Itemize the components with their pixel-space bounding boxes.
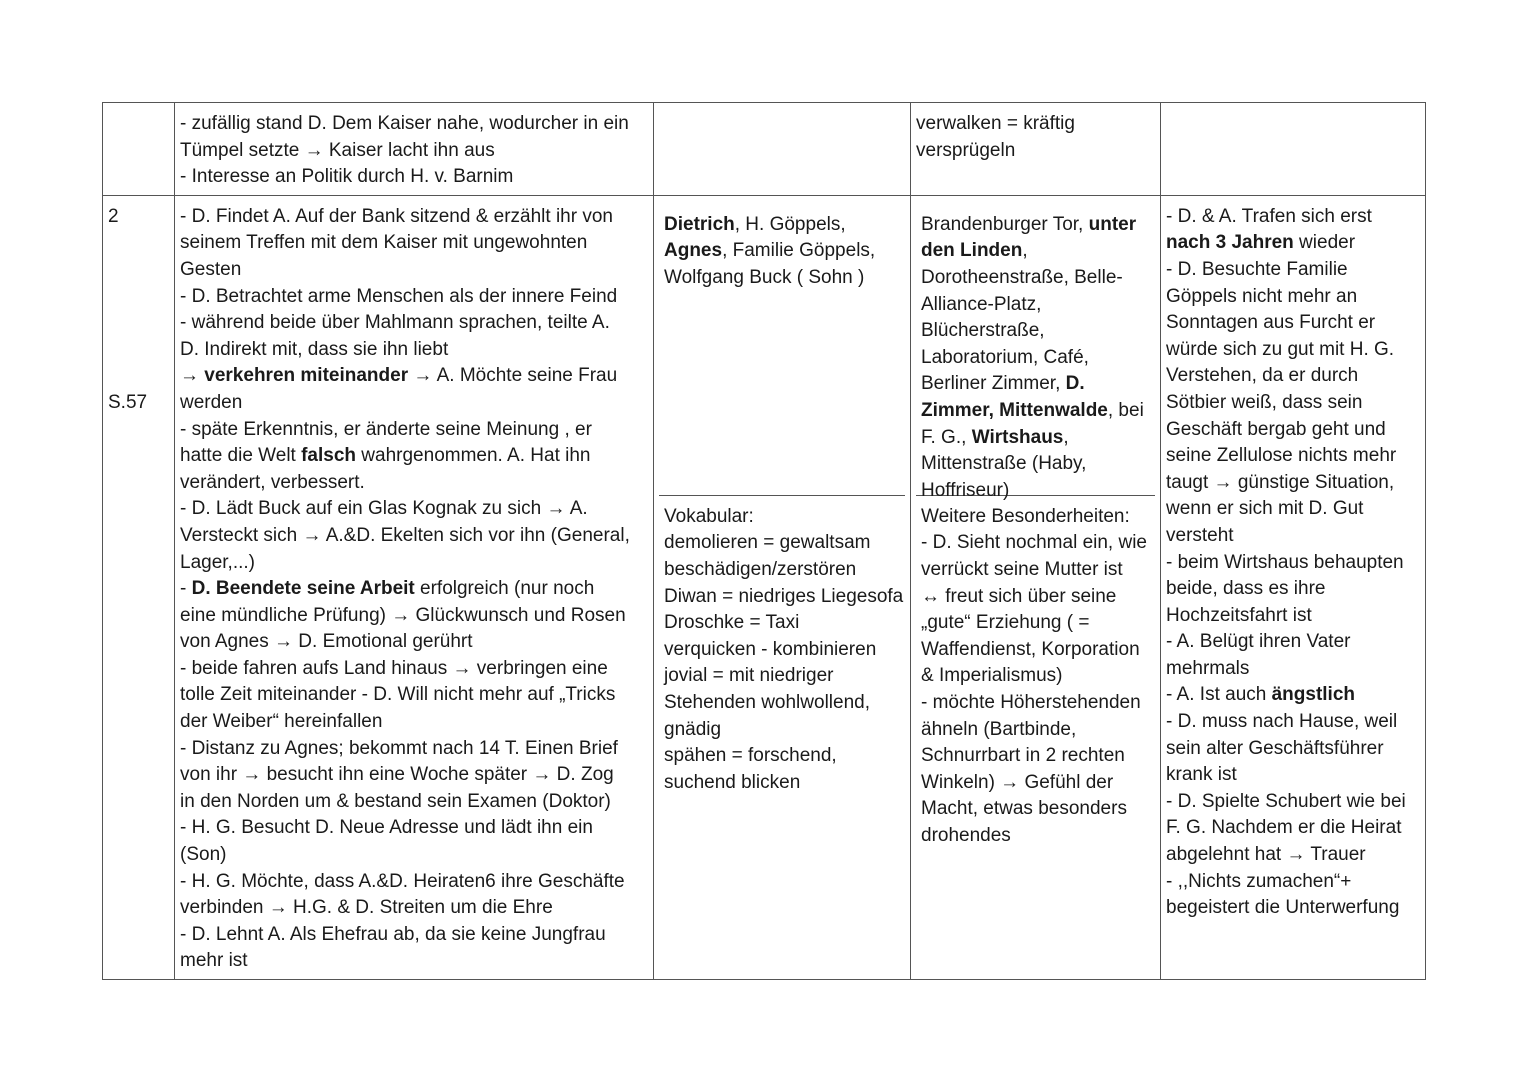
place-text: , bei xyxy=(1107,399,1144,421)
persons-line xyxy=(664,238,900,265)
note-line: taugt → günstige Situation, xyxy=(1166,471,1395,493)
place-text: Berliner Zimmer, xyxy=(921,373,1066,395)
notes-cell xyxy=(1161,195,1426,979)
special-line: versprügeln xyxy=(916,139,1016,161)
special-line: Winkeln) → Gefühl der xyxy=(921,771,1114,793)
place-line: Mittenstraße (Haby, xyxy=(921,453,1087,475)
place-line xyxy=(921,398,1150,425)
note-line: Sonntagen aus Furcht er xyxy=(1166,312,1376,334)
special-line: verrückt seine Mutter ist xyxy=(921,558,1123,580)
place-line xyxy=(921,238,1150,265)
note-line: - D. & A. Trafen sich erst xyxy=(1166,205,1372,227)
place-line: Hoffriseur) xyxy=(921,479,1010,501)
place-text: Brandenburger Tor, xyxy=(921,213,1089,235)
persons-vocab-cell xyxy=(654,195,911,979)
content-line: verbinden → H.G. & D. Streiten um die Ehre xyxy=(180,897,553,919)
content-line: - D. Beendete seine Arbeit erfolgreich (nur noch xyxy=(180,578,595,600)
content-cell xyxy=(175,103,654,196)
note-line: Hochzeitsfahrt ist xyxy=(1166,604,1312,626)
note-line: abgelehnt hat → Trauer xyxy=(1166,844,1366,866)
note-text: nach 3 Jahren xyxy=(1166,232,1294,254)
content-line: eine mündliche Prüfung) → Glückwunsch und Rosen xyxy=(180,604,626,626)
special-line: - möchte Höherstehenden xyxy=(921,691,1141,713)
special-line: drohendes xyxy=(921,824,1011,846)
note-line: - D. Besuchte Familie xyxy=(1166,258,1348,280)
note-line: Geschäft bergab geht und xyxy=(1166,418,1386,440)
content-line: von ihr → besucht ihn eine Woche später → D. Zog xyxy=(180,764,614,786)
place-text: , xyxy=(1063,426,1069,448)
vocab-line: gnädig xyxy=(664,718,722,740)
special-line: verwalken = kräftig xyxy=(916,113,1075,134)
special-line: - D. Sieht nochmal ein, wie xyxy=(921,532,1147,554)
content-line: - D. Findet A. Auf der Bank sitzend & erzählt ihr von xyxy=(180,205,613,227)
content-line: seinem Treffen mit dem Kaiser mit ungewohnten xyxy=(180,232,588,254)
table-row xyxy=(103,103,1426,196)
vocab-line: verquicken - kombinieren xyxy=(664,638,877,660)
place-text: , xyxy=(1022,240,1028,262)
content-line: - H. G. Möchte, dass A.&D. Heiraten6 ihre Geschäfte xyxy=(180,870,625,892)
note-line: sein alter Geschäftsführer xyxy=(1166,737,1384,759)
note-line: Göppels nicht mehr an xyxy=(1166,285,1358,307)
place-text: Zimmer, Mittenwalde xyxy=(921,399,1108,421)
place-line: Blücherstraße, xyxy=(921,320,1045,342)
person-name: Dietrich xyxy=(664,213,735,235)
persons-cell xyxy=(654,103,911,196)
content-line: (Son) xyxy=(180,844,227,866)
content-line: - Distanz zu Agnes; bekommt nach 14 T. Einen Brief xyxy=(180,737,618,759)
special-line: Macht, etwas besonders xyxy=(921,798,1127,820)
note-line xyxy=(1166,682,1420,709)
content-line: - beide fahren aufs Land hinaus → verbringen eine xyxy=(180,657,608,679)
content-cell xyxy=(175,195,654,979)
persons-line: Wolfgang Buck ( Sohn ) xyxy=(664,266,865,288)
content-line: - D. Lehnt A. Als Ehefrau ab, da sie keine Jungfrau xyxy=(180,923,606,945)
special-line: „gute“ Erziehung ( = xyxy=(921,612,1090,634)
special-cell xyxy=(911,103,1161,196)
chapter-cell xyxy=(103,103,175,196)
note-line: Sötbier weiß, dass sein xyxy=(1166,391,1363,413)
content-line: D. Indirekt mit, dass sie ihn liebt xyxy=(180,338,449,360)
persons-text: , H. Göppels, xyxy=(734,213,846,235)
content-line: - während beide über Mahlmann sprachen, teilte A. xyxy=(180,312,610,334)
chapter-cell xyxy=(103,195,175,979)
content-line: tolle Zeit miteinander - D. Will nicht mehr auf „Tricks xyxy=(180,684,616,706)
note-line: Verstehen, da er durch xyxy=(1166,365,1359,387)
vocab-line: demolieren = gewaltsam xyxy=(664,532,871,554)
page-reference: S.57 xyxy=(108,392,148,414)
note-line: - ,,Nichts zumachen“+ xyxy=(1166,870,1352,892)
persons-line xyxy=(664,212,900,239)
notes-cell xyxy=(1161,103,1426,196)
content-line: - zufällig stand D. Dem Kaiser nahe, wodurcher in ein xyxy=(180,113,629,134)
vocab-line: Droschke = Taxi xyxy=(664,612,800,634)
place-line: Laboratorium, Café, xyxy=(921,346,1089,368)
special-line: Weitere Besonderheiten: xyxy=(921,505,1130,527)
content-line: → verkehren miteinander → A. Möchte seine Frau xyxy=(180,365,618,387)
vocab-line: jovial = mit niedriger xyxy=(664,665,834,687)
content-line: mehr ist xyxy=(180,950,248,972)
place-text: F. G., xyxy=(921,426,972,448)
note-line: beide, dass es ihre xyxy=(1166,578,1326,600)
content-line: - D. Lädt Buck auf ein Glas Kognak zu sich → A. xyxy=(180,498,588,520)
places-section xyxy=(916,204,1155,501)
place-text: Wirtshaus xyxy=(971,426,1064,448)
vocab-line: suchend blicken xyxy=(664,771,801,793)
note-line: mehrmals xyxy=(1166,657,1250,679)
note-text: wieder xyxy=(1293,232,1356,254)
place-line: Alliance-Platz, xyxy=(921,293,1042,315)
note-line: versteht xyxy=(1166,524,1234,546)
place-text: unter xyxy=(1088,213,1137,235)
content-line: Lager,...) xyxy=(180,551,255,573)
content-line: verändert, verbessert. xyxy=(180,471,365,493)
persons-section xyxy=(659,204,905,496)
content-line: hatte die Welt falsch wahrgenommen. A. Hat ihn xyxy=(180,445,591,467)
places-special-cell xyxy=(911,195,1161,979)
person-name: Agnes xyxy=(664,240,723,262)
note-line: seine Zellulose nichts mehr xyxy=(1166,445,1397,467)
vocab-line: Diwan = niedriges Liegesofa xyxy=(664,585,904,607)
vocab-line: Stehenden wohlwollend, xyxy=(664,691,870,713)
content-line: der Weiber“ hereinfallen xyxy=(180,711,383,733)
note-line: F. G. Nachdem er die Heirat xyxy=(1166,817,1402,839)
content-line: - Interesse an Politik durch H. v. Barnim xyxy=(180,166,514,188)
vocab-line: spähen = forschend, xyxy=(664,745,837,767)
place-line xyxy=(921,425,1150,452)
content-line: Gesten xyxy=(180,258,242,280)
vocabulary-section xyxy=(659,496,905,801)
vocab-line: Vokabular: xyxy=(664,505,754,527)
special-line: ähneln (Bartbinde, xyxy=(921,718,1077,740)
note-line: würde sich zu gut mit H. G. xyxy=(1166,338,1395,360)
place-text: D. xyxy=(1065,373,1085,395)
vocab-line: beschädigen/zerstören xyxy=(664,558,857,580)
place-line xyxy=(921,371,1150,398)
notes-table xyxy=(102,102,1426,980)
note-line: - beim Wirtshaus behaupten xyxy=(1166,551,1404,573)
note-line: - D. Spielte Schubert wie bei xyxy=(1166,790,1406,812)
special-section xyxy=(916,496,1155,854)
note-line: krank ist xyxy=(1166,764,1237,786)
content-line: - H. G. Besucht D. Neue Adresse und lädt ihn ein xyxy=(180,817,593,839)
chapter-number: 2 xyxy=(108,205,119,227)
special-line: Waffendienst, Korporation xyxy=(921,638,1140,660)
note-line: - D. muss nach Hause, weil xyxy=(1166,711,1398,733)
note-line: begeistert die Unterwerfung xyxy=(1166,897,1400,919)
content-line: Versteckt sich → A.&D. Ekelten sich vor ihn (General, xyxy=(180,524,630,546)
special-line: & Imperialismus) xyxy=(921,665,1063,687)
place-text: den Linden xyxy=(921,240,1023,262)
place-line xyxy=(921,212,1150,239)
table-row xyxy=(103,195,1426,979)
content-line: in den Norden um & bestand sein Examen (Doktor) xyxy=(180,790,611,812)
place-line: Dorotheenstraße, Belle- xyxy=(921,266,1123,288)
content-line: - späte Erkenntnis, er änderte seine Meinung , er xyxy=(180,418,592,440)
note-line: - A. Belügt ihren Vater xyxy=(1166,631,1351,653)
content-line: Tümpel setzte → Kaiser lacht ihn aus xyxy=(180,139,495,161)
special-line: Schnurrbart in 2 rechten xyxy=(921,745,1125,767)
note-text: ängstlich xyxy=(1271,684,1356,706)
persons-text: , Familie Göppels, xyxy=(722,240,876,262)
content-line: von Agnes → D. Emotional gerührt xyxy=(180,631,473,653)
content-line: werden xyxy=(180,391,243,413)
special-line: ↔ freut sich über seine xyxy=(921,585,1117,607)
note-line xyxy=(1166,230,1420,257)
note-text: - A. Ist auch xyxy=(1166,684,1272,706)
content-line: - D. Betrachtet arme Menschen als der innere Feind xyxy=(180,285,618,307)
note-line: wenn er sich mit D. Gut xyxy=(1166,498,1364,520)
